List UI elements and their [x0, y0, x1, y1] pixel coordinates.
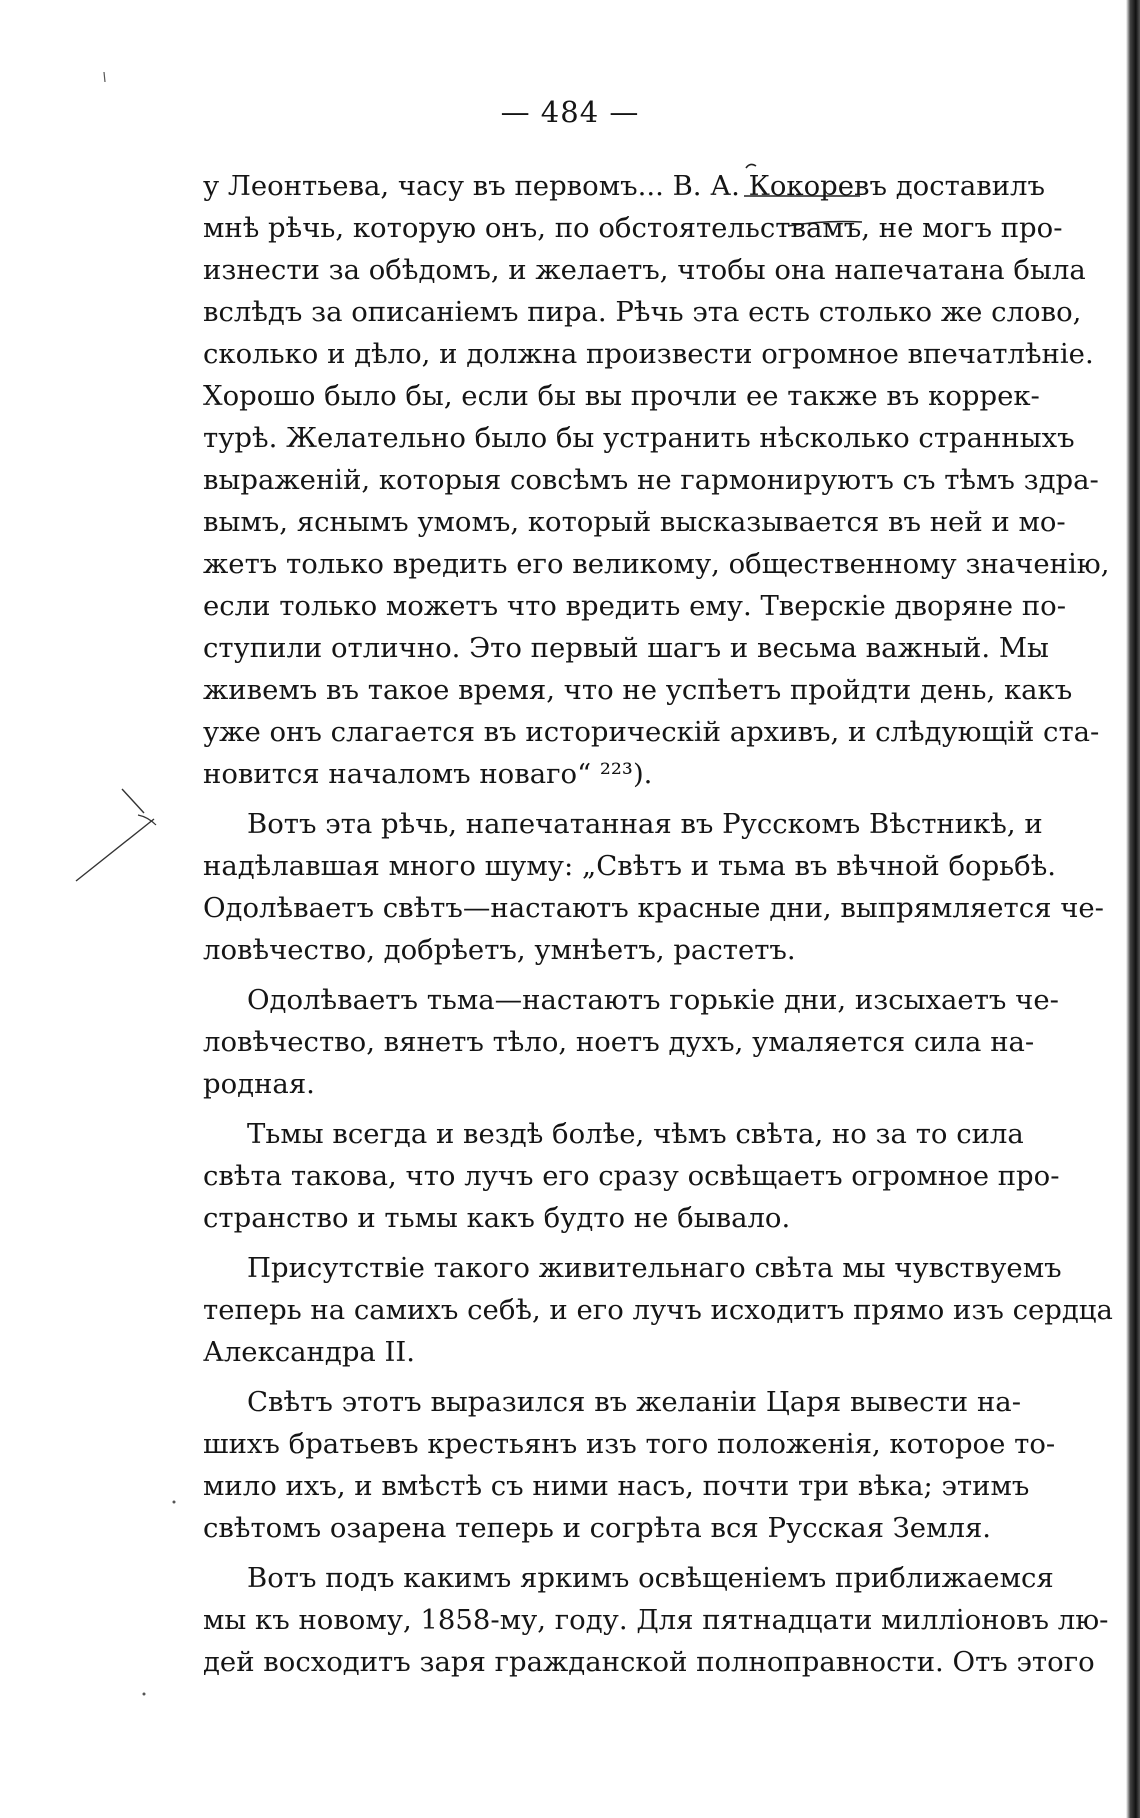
page-edge-shadow	[1126, 0, 1140, 1818]
paragraph-gap	[203, 971, 1021, 979]
text-line: турѣ. Желательно было бы устранить нѣсколько странныхъ	[203, 422, 1075, 454]
text-line: живемъ въ такое время, что не успѣетъ пройдти день, какъ	[203, 674, 1073, 706]
paragraph-gap	[203, 1373, 1021, 1381]
text-line: ловѣчество, добрѣетъ, умнѣетъ, растетъ.	[203, 934, 796, 966]
text-line: свѣтомъ озарена теперь и согрѣта вся Русская Земля.	[203, 1512, 992, 1544]
text-line: вслѣдъ за описаніемъ пира. Рѣчь эта есть столько же слово,	[203, 296, 1082, 328]
text-line: Одолѣваетъ свѣтъ—настаютъ красные дни, выпрямляется че-	[203, 892, 1104, 924]
text-line: Тьмы всегда и вездѣ болѣе, чѣмъ свѣта, но за то сила	[247, 1118, 1024, 1150]
text-line: сколько и дѣло, и должна произвести огромное впечатлѣніе.	[203, 338, 1094, 370]
paragraph-gap	[203, 795, 1021, 803]
text-line: мнѣ рѣчь, которую онъ, по обстоятельствамъ, не могъ про-	[203, 212, 1063, 244]
text-line: жетъ только вредить его великому, общественному значенію,	[203, 548, 1110, 580]
text-line: дей восходитъ заря гражданской полноправности. Отъ этого	[203, 1646, 1095, 1678]
text-line: свѣта такова, что лучъ его сразу освѣщаетъ огромное про-	[203, 1160, 1060, 1192]
paper-speck	[100, 70, 110, 90]
text-line: ступили отлично. Это первый шагъ и весьма важный. Мы	[203, 632, 1049, 664]
paragraph-gap	[203, 1239, 1021, 1247]
text-line: шихъ братьевъ крестьянъ изъ того положенія, которое то-	[203, 1428, 1056, 1460]
text-line: мы къ новому, 1858-му, году. Для пятнадцати милліоновъ лю-	[203, 1604, 1109, 1636]
paper-speck	[170, 1498, 178, 1506]
text-line: Хорошо было бы, если бы вы прочли ее также въ коррек-	[203, 380, 1040, 412]
text-line: теперь на самихъ себѣ, и его лучъ исходитъ прямо изъ сердца	[203, 1294, 1113, 1326]
paragraph-gap	[203, 1105, 1021, 1113]
text-line: вымъ, яснымъ умомъ, который высказывается въ ней и мо-	[203, 506, 1066, 538]
text-line: Вотъ эта рѣчь, напечатанная въ Русскомъ Вѣстникѣ, и	[247, 808, 1043, 840]
text-line: мило ихъ, и вмѣстѣ съ ними насъ, почти три вѣка; этимъ	[203, 1470, 1030, 1502]
text-line: изнести за обѣдомъ, и желаетъ, чтобы она напечатана была	[203, 254, 1086, 286]
text-line: Вотъ подъ какимъ яркимъ освѣщеніемъ приближаемся	[247, 1562, 1054, 1594]
margin-pencil-mark	[70, 785, 160, 885]
text-line: Одолѣваетъ тьма—настаютъ горькіе дни, изсыхаетъ че-	[247, 984, 1059, 1016]
text-line: ловѣчество, вянетъ тѣло, ноетъ духъ, умаляется сила на-	[203, 1026, 1035, 1058]
text-line: Александра II.	[203, 1336, 416, 1368]
text-line: новится началомъ новаго“ ²²³).	[203, 758, 653, 790]
text-line: Присутствіе такого живительнаго свѣта мы чувствуемъ	[247, 1252, 1062, 1284]
text-line: странство и тьмы какъ будто не бывало.	[203, 1202, 791, 1234]
paragraph-gap	[203, 1549, 1021, 1557]
page-number: — 484 —	[500, 95, 640, 129]
text-line: если только можетъ что вредить ему. Тверскіе дворяне по-	[203, 590, 1067, 622]
text-line: уже онъ слагается въ историческій архивъ, и слѣдующій ста-	[203, 716, 1100, 748]
body-text	[203, 165, 1113, 1683]
text-line: выраженій, которыя совсѣмъ не гармонируютъ съ тѣмъ здра-	[203, 464, 1099, 496]
text-line: родная.	[203, 1068, 315, 1100]
text-line: Свѣтъ этотъ выразился въ желаніи Царя вывести на-	[247, 1386, 1021, 1418]
paper-speck	[140, 1690, 148, 1698]
text-line: надѣлавшая много шуму: „Свѣтъ и тьма въ вѣчной борьбѣ.	[203, 850, 1057, 882]
text-line: у Леонтьева, часу въ первомъ... В. А. Кокоревъ доставилъ	[203, 170, 1046, 202]
